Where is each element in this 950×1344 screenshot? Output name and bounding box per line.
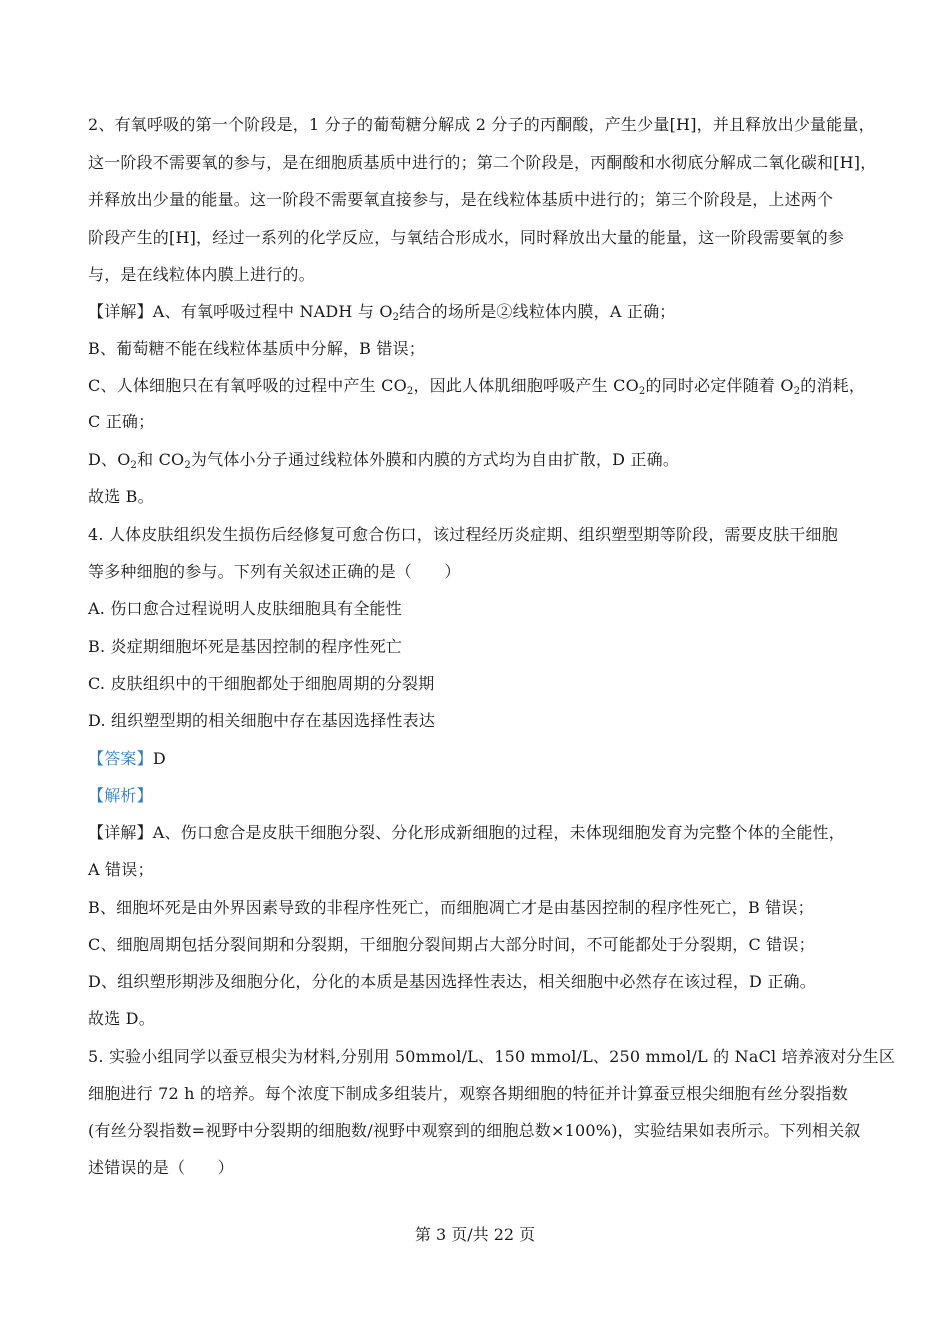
q5-stem-line-4: 述错误的是（ ） <box>88 1158 234 1177</box>
q5-stem-line-2: 细胞进行 72 h 的培养。每个浓度下制成多组装片，观察各期细胞的特征并计算蚕豆根尖细胞有丝分裂指数 <box>88 1084 848 1103</box>
q3-detail-c: C、人体细胞只在有氧呼吸的过程中产生 $CO_2$，因此人体肌细胞呼吸产生 $CO_2$的同时必定伴随着 $O_2$的消耗， <box>88 376 866 397</box>
q3-detail-b: B、葡萄糖不能在线粒体基质中分解，B 错误； <box>88 339 426 358</box>
q4-detail-line-1: 【详解】A、伤口愈合是皮肤干细胞分裂、分化形成新细胞的过程，未体现细胞发育为完整个体的全能性， <box>88 823 845 842</box>
intro-line-1: 2、有氧呼吸的第一个阶段是，1 分子的葡萄糖分解成 2 分子的丙酮酸，产生少量[H]，并且释放出少量能量， <box>88 115 875 134</box>
intro-line-2: 这一阶段不需要氧的参与，是在细胞质基质中进行的；第二个阶段是，丙酮酸和水彻底分解成二氧化碳和[H]， <box>88 153 877 172</box>
q4-answer <box>88 748 166 770</box>
q3-conclusion: 故选 B。 <box>88 487 154 506</box>
intro-line-4: 阶段产生的[H]，经过一系列的化学反应，与氧结合形成水，同时释放出大量的能量，这一阶段需要氧的参 <box>88 228 845 247</box>
intro-line-5: 与，是在线粒体内膜上进行的。 <box>88 265 315 284</box>
q5-stem-line-1: 5. 实验小组同学以蚕豆根尖为材料,分别用 50mmol/L、150 mmol/L、250 mmol/L 的 NaCl 培养液对分生区 <box>88 1047 896 1066</box>
q5-stem-line-3: (有丝分裂指数=视野中分裂期的细胞数/视野中观察到的细胞总数×100%)，实验结果如表所示。下列相关叙 <box>88 1121 861 1140</box>
q4-option-d: D. 组织塑型期的相关细胞中存在基因选择性表达 <box>88 711 436 730</box>
q4-option-b: B. 炎症期细胞坏死是基因控制的程序性死亡 <box>88 637 403 656</box>
q4-stem-line-2: 等多种细胞的参与。下列有关叙述正确的是（ ） <box>88 562 461 581</box>
q3-detail-c-cont: C 正确； <box>88 412 155 431</box>
q3-detail-a: 【详解】A、有氧呼吸过程中 NADH 与 $O_2$结合的场所是②线粒体内膜，A 正确； <box>88 302 676 323</box>
q4-detail-line-2: A 错误； <box>88 860 154 879</box>
q4-conclusion: 故选 D。 <box>88 1009 155 1028</box>
intro-line-3: 并释放出少量的能量。这一阶段不需要氧直接参与，是在线粒体基质中进行的；第三个阶段是，上述两个 <box>88 190 834 209</box>
q4-detail-line-5: D、组织塑形期涉及细胞分化，分化的本质是基因选择性表达，相关细胞中必然存在该过程，D 正确。 <box>88 972 816 991</box>
answer-value: D <box>152 749 166 768</box>
q4-option-a: A. 伤口愈合过程说明人皮肤细胞具有全能性 <box>88 599 402 618</box>
q3-detail-d: D、$O_2$和 $CO_2$为气体小分子通过线粒体外膜和内膜的方式均为自由扩散，D 正确。 <box>88 450 680 471</box>
q4-detail-line-4: C、细胞周期包括分裂间期和分裂期，干细胞分裂间期占大部分时间，不可能都处于分裂期，C 错误； <box>88 935 815 954</box>
q4-stem-line-1: 4. 人体皮肤组织发生损伤后经修复可愈合伤口，该过程经历炎症期、组织塑型期等阶段，需要皮肤干细胞 <box>88 525 838 544</box>
answer-tag: 【答案】 <box>88 749 153 768</box>
q4-option-c: C. 皮肤组织中的干细胞都处于细胞周期的分裂期 <box>88 674 435 693</box>
q4-detail-line-3: B、细胞坏死是由外界因素导致的非程序性死亡，而细胞凋亡才是由基因控制的程序性死亡，B 错误； <box>88 898 814 917</box>
q4-analysis-tag: 【解析】 <box>88 786 153 805</box>
page-footer: 第 3 页/共 22 页 <box>414 1225 536 1244</box>
